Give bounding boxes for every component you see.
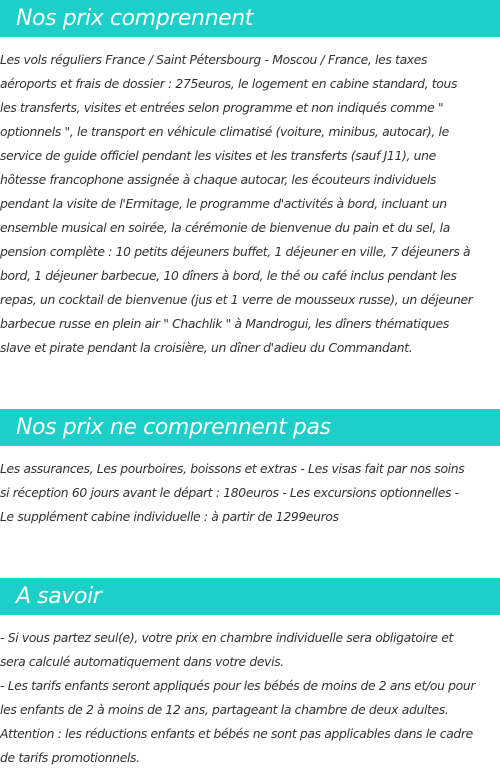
text-line: Attention : les réductions enfants et bébés ne sont pas applicables dans le cadre: [0, 726, 473, 741]
text-line: Les vols réguliers France / Saint Pétersbourg - Moscou / France, les taxes: [0, 52, 428, 67]
text-line: les transferts, visites et entrées selon programme et non indiqués comme ": [0, 100, 444, 115]
text-line: pendant la visite de l'Ermitage, le programme d'activités à bord, incluant un: [0, 196, 447, 211]
text-line: bord, 1 déjeuner barbecue, 10 dîners à bord, le thé ou café inclus pendant les: [0, 268, 457, 283]
text-line: ensemble musical en soirée, la cérémonie de bienvenue du pain et du sel, la: [0, 220, 451, 235]
text-line: optionnels ", le transport en véhicule climatisé (voiture, minibus, autocar), le: [0, 124, 449, 139]
text-line: Le supplément cabine individuelle : à partir de 1299euros: [0, 509, 339, 524]
text-line: slave et pirate pendant la croisière, un dîner d'adieu du Commandant.: [0, 340, 413, 355]
text-line: - Si vous partez seul(e), votre prix en chambre individuelle sera obligatoire et: [0, 630, 453, 645]
section-title-not-included: Nos prix ne comprennent pas: [16, 415, 331, 440]
text-line: hôtesse francophone assignée à chaque autocar, les écouteurs individuels: [0, 172, 437, 187]
section-header-included: [0, 0, 500, 37]
text-line: pension complète : 10 petits déjeuners buffet, 1 déjeuner en ville, 7 déjeuners à: [0, 244, 471, 259]
text-line: service de guide officiel pendant les visites et les transferts (sauf J11), une: [0, 148, 436, 163]
text-line: - Les tarifs enfants seront appliqués pour les bébés de moins de 2 ans et/ou pour: [0, 678, 476, 693]
text-line: aéroports et frais de dossier : 275euros, le logement en cabine standard, tous: [0, 76, 458, 91]
section-body-included: [0, 48, 500, 360]
section-header-not-included: [0, 409, 500, 446]
text-line: sera calculé automatiquement dans votre devis.: [0, 654, 284, 669]
text-line: repas, un cocktail de bienvenue (jus et 1 verre de mousseux russe), un déjeuner: [0, 292, 473, 307]
section-title-included: Nos prix comprennent: [16, 6, 254, 31]
text-line: barbecue russe en plein air " Chachlik " à Mandrogui, les dîners thématiques: [0, 316, 449, 331]
section-title-a-savoir: A savoir: [16, 584, 102, 609]
text-line: si réception 60 jours avant le départ : 180euros - Les excursions optionnelles -: [0, 485, 459, 500]
text-line: Les assurances, Les pourboires, boissons et extras - Les visas fait par nos soins: [0, 461, 465, 476]
section-body-not-included: [0, 457, 500, 529]
section-header-a-savoir: [0, 578, 500, 615]
text-line: de tarifs promotionnels.: [0, 750, 140, 765]
text-line: les enfants de 2 à moins de 12 ans, partageant la chambre de deux adultes.: [0, 702, 449, 717]
section-body-a-savoir: [0, 626, 500, 770]
